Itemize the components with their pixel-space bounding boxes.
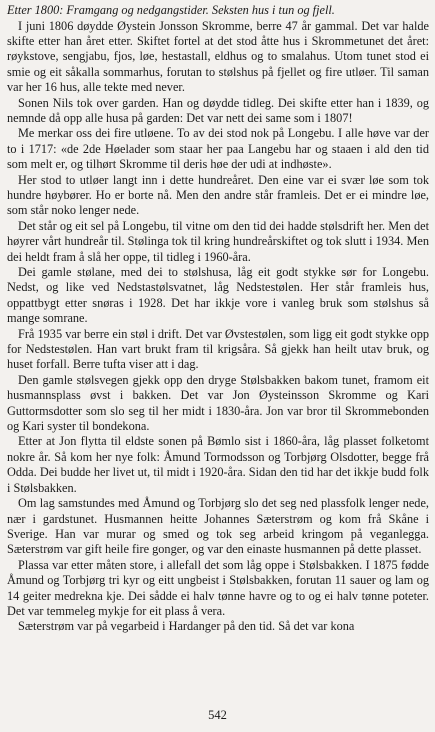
- paragraph: Om lag samstundes med Åmund og Torbjørg slo det seg ned plassfolk lenger nede, nær i gardstunet. Husmannen heitte Johannes Sæterstrøm og kom frå Skåne i Sverige. Han var murar og smed og tok seg arbeid kringom på veganlegga. Sæterstrøm var gift heile fire gonger, og var den einaste husmannen på dette plasset.: [7, 496, 429, 557]
- body-text: [7, 19, 429, 635]
- paragraph: Sæterstrøm var på vegarbeid i Hardanger på den tid. Så det var kona: [18, 619, 355, 634]
- paragraph: Frå 1935 var berre ein støl i drift. Det var Øvstestølen, som ligg eit godt stykke opp for Nedstestølen. Han vart brukt fram til krigsåra. Så gjekk han heilt utav bruk, og huset forfall. Berre tufta viser att i dag.: [7, 326, 429, 372]
- paragraph: Dei gamle stølane, med dei to stølshusa, låg eit godt stykke sør for Longebu. Nedst, og like ved Nedstastølsvatnet, låg Nedstestølen. Her står framleis hus, oppattbygt etter snøras i 1928. Det har ikkje vore i vanleg bruk som stølshus så mange somrane.: [7, 265, 429, 326]
- paragraph: Plassa var etter måten store, i allefall det som låg oppe i Stølsbakken. I 1875 fødde Åmund og Torbjørg tri kyr og eitt ungbeist i Stølsbakken, forutan 11 sauer og lam og 14 geiter medrekna kje. Dei sådde ei halv tønne havre og to og ei halv tønne poteter. Det var temmeleg mykje for eit plass å vera.: [7, 557, 429, 618]
- paragraph: Me merkar oss dei fire utløene. To av dei stod nok på Longebu. I alle høve var der to i 1717: «de 2de Høelader som staar her paa Langebu har og staaen i ald den tid som melt er, og tilhørt Skromme til deris høe der udi at indhøste».: [7, 126, 429, 172]
- running-heading: Etter 1800: Framgang og nedgangstider. Seksten hus i tun og fjell.: [7, 3, 335, 17]
- paragraph: Etter at Jon flytta til eldste sonen på Bømlo sist i 1860-åra, låg plasset folketomt nokre år. Så kom her nye folk: Åmund Tormodsson og Torbjørg Olsdotter, begge frå Odda. Dei budde her livet ut, til midt i 1920-åra. Sidan den tid har det ikkje budd folk i Stølsbakken.: [7, 434, 429, 495]
- paragraph: Det står og eit sel på Longebu, til vitne om den tid dei hadde stølsdrift her. Men det høyrer vårt hundreår til. Stølinga tok til kring hundreårskiftet og tok slutt i 1934. Men dei heldt fram å slå her oppe, til tidleg i 1960-åra.: [7, 218, 429, 264]
- page-number: 542: [208, 708, 227, 722]
- paragraph: Den gamle stølsvegen gjekk opp den dryge Stølsbakken bakom tunet, framom eit husmannsplass øvst i bakken. Det var Jon Øysteinsson Skromme og Kari Guttormsdotter som slo seg til her midt i 1830-åra. Jon var bror til Skrommebonden og Kari syster til bondekona.: [7, 372, 429, 434]
- paragraph: Sonen Nils tok over garden. Han og døydde tidleg. Dei skifte etter han i 1839, og nemnde då opp alle husa på garden: Det var nett dei same som i 1807!: [7, 95, 429, 125]
- paragraph: Her stod to utløer langt inn i dette hundreåret. Den eine var ei svær løe som tok hundre høybører. Ho er borte nå. Men den andre står framleis. Det er ei mindre løe, som står noko lenger nede.: [7, 172, 429, 218]
- paragraph: I juni 1806 døydde Øystein Jonsson Skromme, berre 47 år gammal. Det var halde skifte etter han året etter. Skiftet fortel at det stod åtte hus i Skrommetunet det året: røykstove, sengjabu, fjos, løe, hestastall, eldhus og to smalahus. Utom tunet stod ei smie og eit såkalla sommarhus, forutan to stølshus på fjellet og fire utløer. Til saman var her 16 hus, alle tekte med never.: [7, 18, 429, 95]
